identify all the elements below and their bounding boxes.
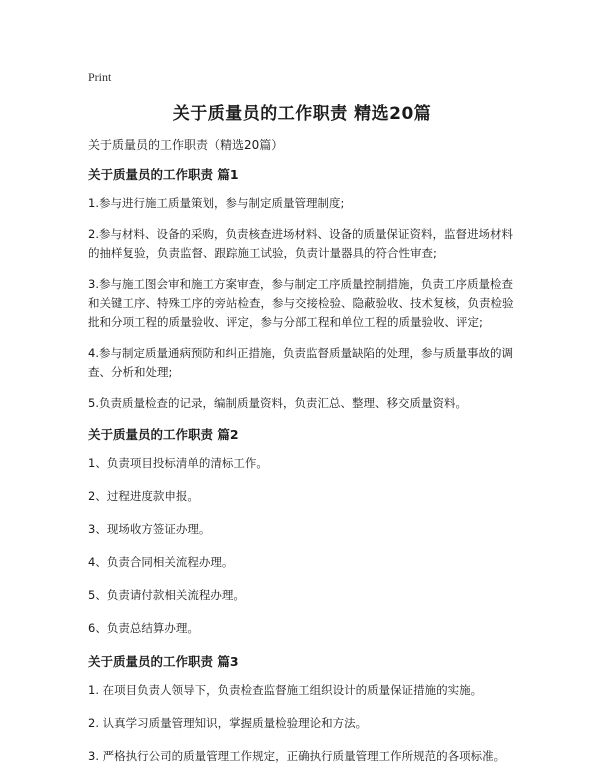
list-item: 5、负责请付款相关流程办理。 (88, 588, 245, 602)
list-item: 2.参与材料、设备的采购，负责核查进场材料、设备的质量保证资料，监督进场材料的抽样复验，负责监督、跟踪施工试验，负责计量器具的符合性审查; (88, 227, 513, 260)
list-item: 5.负责质量检查的记录，编制质量资料，负责汇总、整理、移交质量资料。 (88, 396, 467, 410)
list-item: 2. 认真学习质量管理知识，掌握质量检验理论和方法。 (88, 716, 368, 730)
list-item: 2、过程进度款申报。 (88, 489, 199, 503)
section-1 (88, 165, 516, 413)
page-subtitle: 关于质量员的工作职责（精选20篇） (88, 138, 284, 152)
section-2 (88, 425, 516, 638)
page-title: 关于质量员的工作职责 精选20篇 (172, 104, 432, 124)
list-item: 6、负责总结算办理。 (88, 621, 199, 635)
section-heading: 关于质量员的工作职责 篇2 (88, 427, 239, 442)
section-3 (88, 652, 516, 766)
list-item: 1.参与进行施工质量策划，参与制定质量管理制度; (88, 196, 345, 210)
section-heading: 关于质量员的工作职责 篇3 (88, 654, 239, 669)
list-item: 3、现场收方签证办理。 (88, 522, 211, 536)
print-label[interactable]: Print (88, 70, 112, 84)
list-item: 4.参与制定质量通病预防和纠正措施，负责监督质量缺陷的处理，参与质量事故的调查、分析和处理; (88, 346, 513, 379)
list-item: 3. 严格执行公司的质量管理工作规定，正确执行质量管理工作所规范的各项标准。 (88, 749, 506, 763)
list-item: 1. 在项目负责人领导下，负责检查监督施工组织设计的质量保证措施的实施。 (88, 683, 483, 697)
section-heading: 关于质量员的工作职责 篇1 (88, 167, 239, 182)
list-item: 3.参与施工图会审和施工方案审查，参与制定工序质量控制措施，负责工序质量检查和关键工序、特殊工序的旁站检查，参与交接检验、隐蔽验收、技术复核，负责检验批和分项工程的质量验收、评定，参与分部工程和单位工程的质量验收、评定; (88, 277, 514, 329)
list-item: 1、负责项目投标清单的清标工作。 (88, 456, 268, 470)
list-item: 4、负责合同相关流程办理。 (88, 555, 234, 569)
